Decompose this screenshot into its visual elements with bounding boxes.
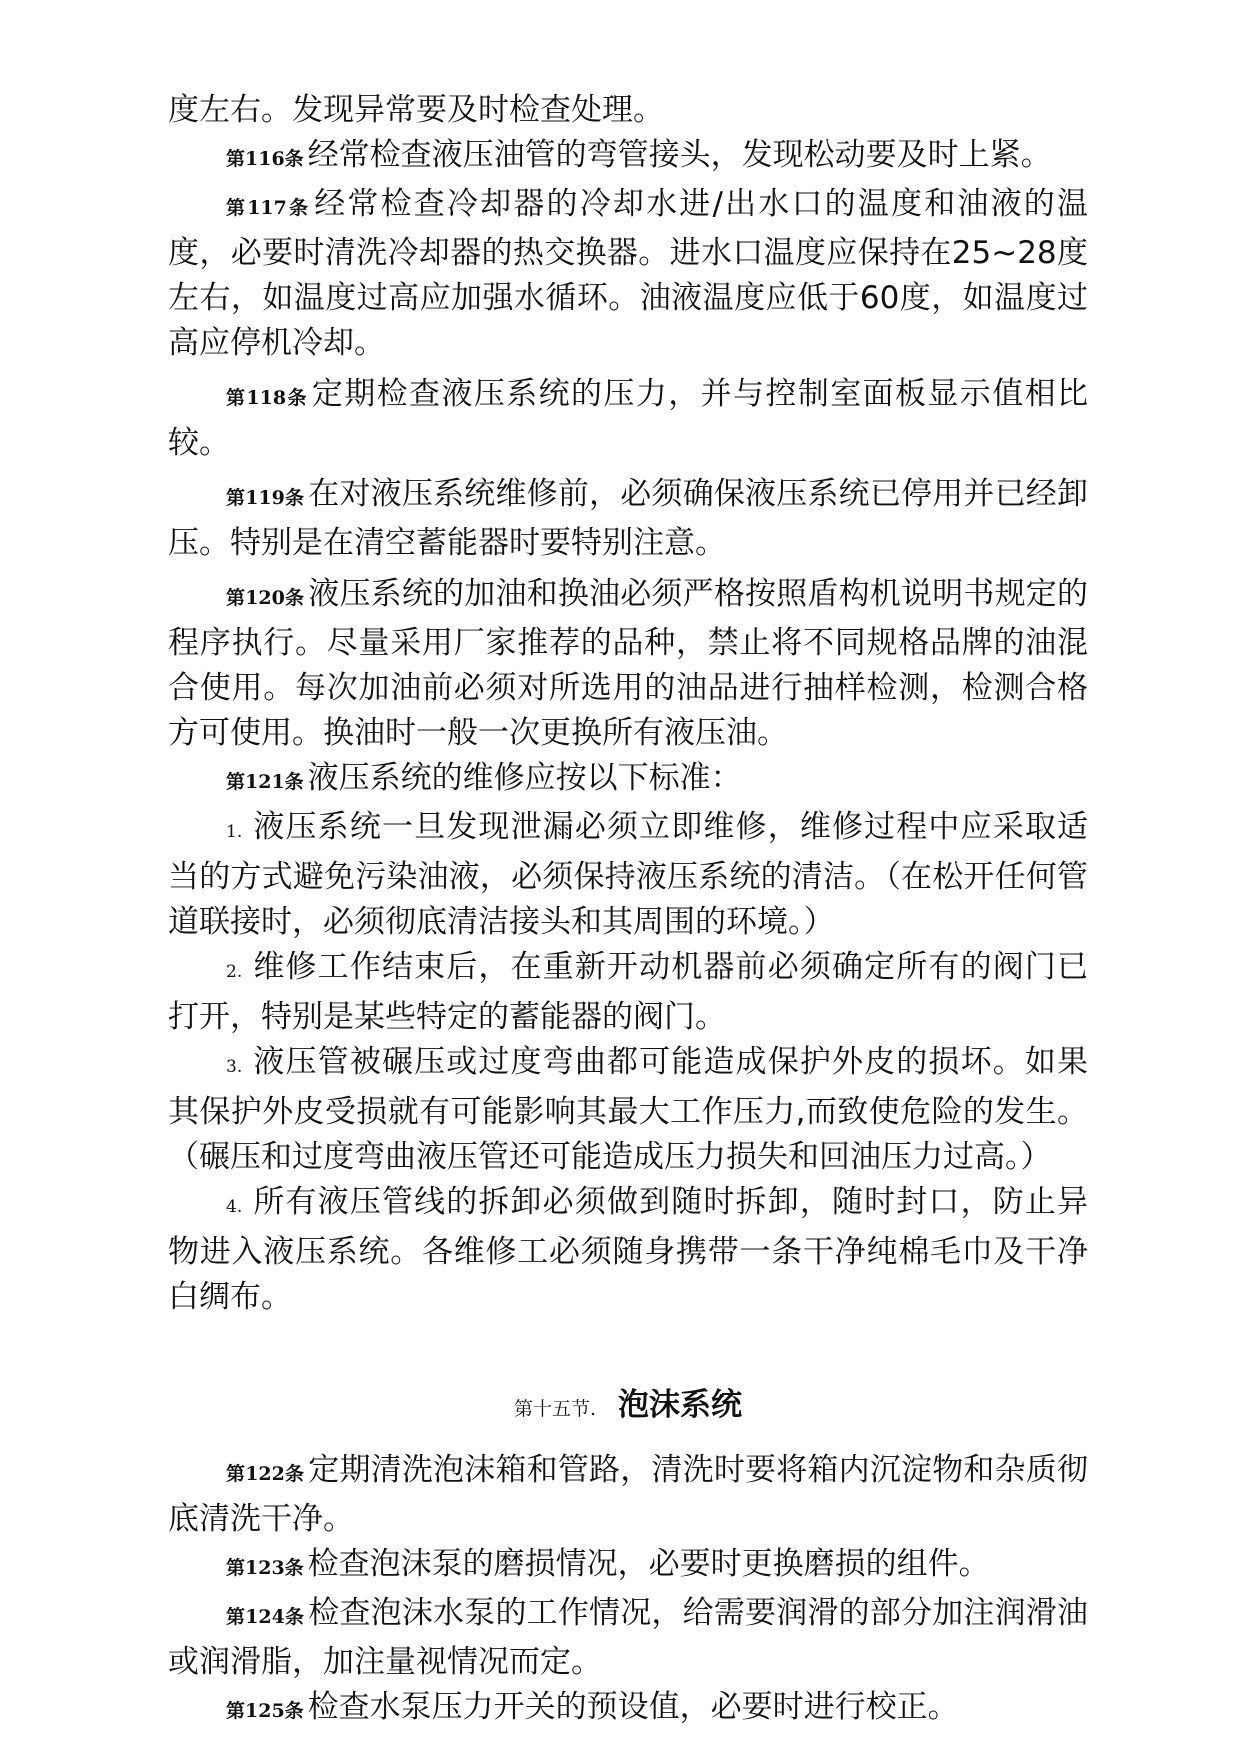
article-text: 检查水泵压力开关的预设值，必要时进行校正。 — [307, 1689, 959, 1725]
article-label: 第119条 — [226, 487, 305, 509]
list-item-label: 3. — [226, 1057, 243, 1077]
list-item-label: 2. — [226, 962, 243, 982]
list-item-1 — [168, 805, 1088, 945]
article-label: 第117条 — [226, 197, 311, 219]
article-text: 定期检查液压系统的压力，并与控制室面板显示值相比较。 — [168, 376, 1088, 461]
list-item-text: 所有液压管线的拆卸必须做到随时拆卸，随时封口，防止异物进入液压系统。各维修工必须随身携带一条干净纯棉毛巾及干净白绸布。 — [168, 1184, 1088, 1315]
section-number: 第十五节. — [513, 1398, 597, 1420]
article-116 — [168, 133, 1088, 182]
continuation-text: 度左右。发现异常要及时检查处理。 — [168, 92, 664, 128]
article-123 — [168, 1542, 1088, 1591]
article-label: 第123条 — [226, 1557, 304, 1579]
article-119 — [168, 472, 1088, 566]
article-124 — [168, 1591, 1088, 1685]
article-text: 在对液压系统维修前，必须确保液压系统已停用并已经卸压。特别是在清空蓄能器时要特别注意。 — [168, 476, 1088, 561]
article-text: 液压系统的维修应按以下标准： — [307, 760, 742, 796]
list-item-text: 液压管被碾压或过度弯曲都可能造成保护外皮的损坏。如果其保护外皮受损就有可能影响其最大工作压力,而致使危险的发生。（碾压和过度弯曲液压管还可能造成压力损失和回油压力过高。） — [168, 1044, 1088, 1175]
list-item-3 — [168, 1040, 1088, 1180]
section-title: 泡沫系统 — [618, 1387, 743, 1423]
list-item-label: 4. — [226, 1197, 243, 1217]
article-text: 经常检查冷却器的冷却水进/出水口的温度和油液的温度，必要时清洗冷却器的热交换器。进水口温度应保持在25~28度左右，如温度过高应加强水循环。油液温度应低于60度，如温度过高应停机冷却。 — [168, 186, 1088, 361]
article-label: 第124条 — [226, 1606, 305, 1628]
document-page — [168, 88, 1088, 1734]
article-text: 液压系统的加油和换油必须严格按照盾构机说明书规定的程序执行。尽量采用厂家推荐的品种，禁止将不同规格品牌的油混合使用。每次加油前必须对所选用的油品进行抽样检测，检测合格方可使用。换油时一般一次更换所有液压油。 — [168, 576, 1088, 751]
list-item-text: 维修工作结束后，在重新开动机器前必须确定所有的阀门已打开，特别是某些特定的蓄能器的阀门。 — [168, 949, 1088, 1035]
article-label: 第118条 — [226, 387, 308, 409]
continuation-paragraph — [168, 88, 1088, 133]
article-label: 第122条 — [226, 1463, 305, 1485]
list-item-label: 1. — [226, 822, 243, 842]
article-125 — [168, 1685, 1088, 1734]
article-label: 第125条 — [226, 1700, 304, 1722]
article-text: 检查泡沫泵的磨损情况，必要时更换磨损的组件。 — [307, 1546, 990, 1582]
list-item-4 — [168, 1180, 1088, 1320]
article-label: 第116条 — [226, 148, 304, 170]
article-text: 经常检查液压油管的弯管接头，发现松动要及时上紧。 — [307, 137, 1052, 173]
article-label: 第120条 — [226, 587, 305, 609]
article-117 — [168, 182, 1088, 366]
article-120 — [168, 572, 1088, 756]
article-text: 检查泡沫水泵的工作情况，给需要润滑的部分加注润滑油或润滑脂，加注量视情况而定。 — [168, 1595, 1088, 1680]
article-label: 第121条 — [226, 771, 304, 793]
article-122 — [168, 1448, 1088, 1542]
section-heading — [168, 1375, 1088, 1440]
article-121 — [168, 756, 1088, 805]
article-118 — [168, 372, 1088, 466]
list-item-text: 液压系统一旦发现泄漏必须立即维修，维修过程中应采取适当的方式避免污染油液，必须保持液压系统的清洁。（在松开任何管道联接时，必须彻底清洁接头和其周围的环境。） — [168, 809, 1088, 940]
article-text: 定期清洗泡沫箱和管路，清洗时要将箱内沉淀物和杂质彻底清洗干净。 — [168, 1452, 1088, 1537]
list-item-2 — [168, 945, 1088, 1040]
